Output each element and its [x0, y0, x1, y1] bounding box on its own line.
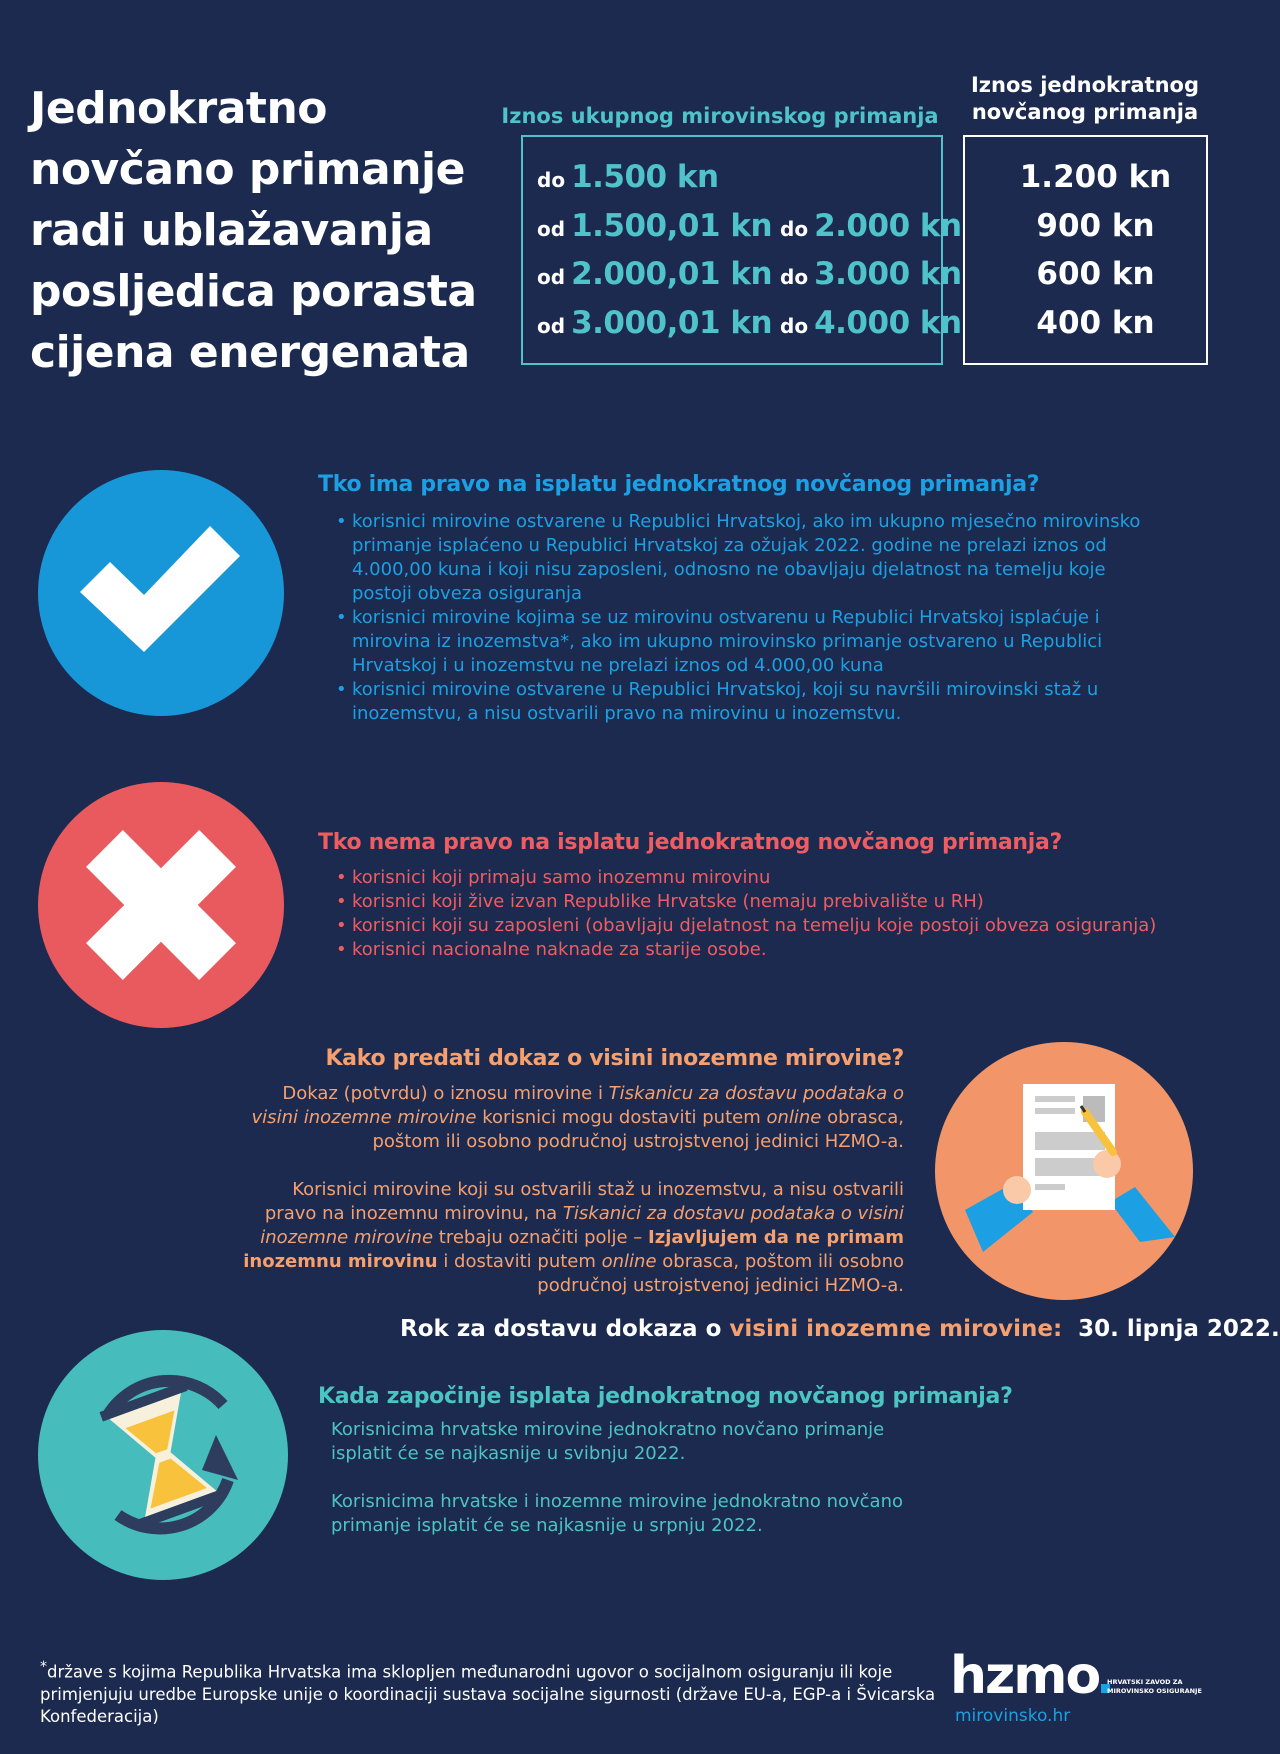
header-line: Iznos jednokratnog: [970, 73, 1200, 97]
deadline-line: [400, 1316, 1280, 1342]
range-word: do: [780, 265, 809, 289]
title-line: novčano primanje: [30, 144, 465, 195]
footnote-mark: *: [40, 1659, 47, 1675]
range-value: 1.500,01 kn: [571, 208, 773, 244]
proof-paragraph: Dokaz (potvrdu) o iznosu mirovine i Tiskanicu za dostavu podataka o visini inozemne mirovine korisnici mogu dostaviti putem online obrasca, poštom ili osobno područnoj ustrojstvenoj jedinici HZMO-a.: [251, 1083, 904, 1152]
proof-paragraph: Korisnici mirovine koji su ostvarili staž u inozemstvu, a nisu ostvarili pravo na inozemnu mirovinu, na Tiskanici za dostavu podataka o visini inozemne mirovine trebaju označiti polje – Izjavljujem da ne primam inozemnu mirovinu i dostaviti putem online obrasca, poštom ili osobno područnoj ustrojstvenoj jedinici HZMO-a.: [243, 1179, 904, 1296]
eligible-list: [336, 510, 1166, 726]
range-value: 4.000 kn: [814, 305, 962, 341]
deadline-highlight: visini inozemne mirovine:: [729, 1316, 1063, 1342]
list-item: • korisnici mirovine ostvarene u Republici Hrvatskoj, koji su navršili mirovinski staž u inozemstvu, a nisu ostvarili pravo na mirovinu u inozemstvu.: [336, 678, 1166, 726]
range-word: od: [537, 265, 566, 289]
income-range-row: [537, 256, 970, 292]
list-item: • korisnici nacionalne naknade za starije osobe.: [336, 938, 1196, 962]
range-word: do: [780, 314, 809, 338]
payment-paragraph: Korisnicima hrvatske i inozemne mirovine jednokratno novčano primanje isplatit će se najkasnije u srpnju 2022.: [331, 1491, 904, 1536]
payment-amount: 900 kn: [1036, 208, 1155, 244]
website-link[interactable]: mirovinsko.hr: [955, 1706, 1071, 1726]
page-title: [30, 78, 500, 383]
table-header-payment-amount: [960, 72, 1210, 126]
footnote-text: države s kojima Republika Hrvatska ima sklopljen međunarodni ugovor o socijalnom osiguranju ili koje primjenjuju uredbe Europske unije o koordinaciji sustava socijalne sigurnosti (države EU-a, EGP-a i Švicarska Konfederacija): [40, 1662, 936, 1726]
range-value: 2.000,01 kn: [571, 256, 773, 292]
payment-amount: 1.200 kn: [1019, 159, 1172, 195]
list-item: • korisnici koji žive izvan Republike Hrvatske (nemaju prebivalište u RH): [336, 890, 1196, 914]
header-line: novčanog primanja: [971, 100, 1199, 124]
range-word: do: [537, 168, 566, 192]
cross-icon: [38, 782, 284, 1028]
document-signing-icon: [935, 1042, 1193, 1300]
deadline-prefix: Rok za dostavu dokaza o: [400, 1316, 730, 1342]
deadline-date: 30. lipnja 2022.: [1078, 1316, 1280, 1342]
range-value: 3.000,01 kn: [571, 305, 773, 341]
proof-text: [240, 1082, 904, 1322]
title-line: posljedica porasta: [30, 266, 477, 317]
logo-tagline: HRVATSKI ZAVOD ZA MIROVINSKO OSIGURANJE: [1107, 1678, 1202, 1695]
income-range-row: [537, 159, 727, 195]
list-item: • korisnici koji primaju samo inozemnu mirovinu: [336, 866, 1196, 890]
list-item: • korisnici koji su zaposleni (obavljaju djelatnost na temelju koje postoji obveza osiguranja): [336, 914, 1196, 938]
table-header-total-income: Iznos ukupnog mirovinskog primanja: [501, 104, 939, 128]
range-value: 3.000 kn: [814, 256, 962, 292]
title-line: radi ublažavanja: [30, 205, 433, 256]
range-word: od: [537, 217, 566, 241]
hzmo-logo: [950, 1646, 1110, 1706]
title-line: cijena energenata: [30, 327, 470, 378]
hourglass-cycle-icon: [38, 1330, 288, 1580]
list-item: • korisnici mirovine kojima se uz mirovinu ostvarenu u Republici Hrvatskoj isplaćuje i mirovina iz inozemstva*, ako im ukupno mirovinsko primanje ostvareno u Republici Hrvatskoj i u inozemstvu ne prelazi iznos od 4.000,00 kuna: [336, 606, 1166, 678]
proof-title: Kako predati dokaz o visini inozemne mirovine?: [325, 1046, 904, 1071]
list-item: • korisnici mirovine ostvarene u Republici Hrvatskoj, ako im ukupno mjesečno mirovinsko primanje isplaćeno u Republici Hrvatskoj za ožujak 2022. godine ne prelazi iznos od 4.000,00 kuna i koji nisu zaposleni, odnosno ne obavljaju djelatnost na temelju koje postoji obveza osiguranja: [336, 510, 1166, 606]
not-eligible-title: Tko nema pravo na isplatu jednokratnog novčanog primanja?: [318, 830, 1062, 855]
range-value: 2.000 kn: [814, 208, 962, 244]
income-ranges-box: [521, 135, 962, 365]
eligible-title: Tko ima pravo na isplatu jednokratnog novčanog primanja?: [318, 472, 1040, 497]
checkmark-icon: [38, 470, 284, 716]
income-range-row: [537, 208, 970, 244]
range-word: od: [537, 314, 566, 338]
income-range-row: [537, 305, 970, 341]
payment-amounts-box: [963, 135, 1208, 365]
payment-amount: 600 kn: [1036, 256, 1155, 292]
payment-amount: 400 kn: [1036, 305, 1155, 341]
payment-title: Kada započinje isplata jednokratnog novčanog primanja?: [318, 1384, 1013, 1409]
footnote: [40, 1656, 940, 1728]
range-value: 1.500 kn: [571, 159, 719, 195]
logo-word: hzmo: [950, 1646, 1100, 1706]
payment-paragraph: Korisnicima hrvatske mirovine jednokratno novčano primanje isplatit će se najkasnije u svibnju 2022.: [331, 1419, 885, 1464]
payment-text: [331, 1418, 931, 1562]
range-word: do: [780, 217, 809, 241]
title-line: Jednokratno: [30, 83, 327, 134]
not-eligible-list: [336, 866, 1196, 962]
